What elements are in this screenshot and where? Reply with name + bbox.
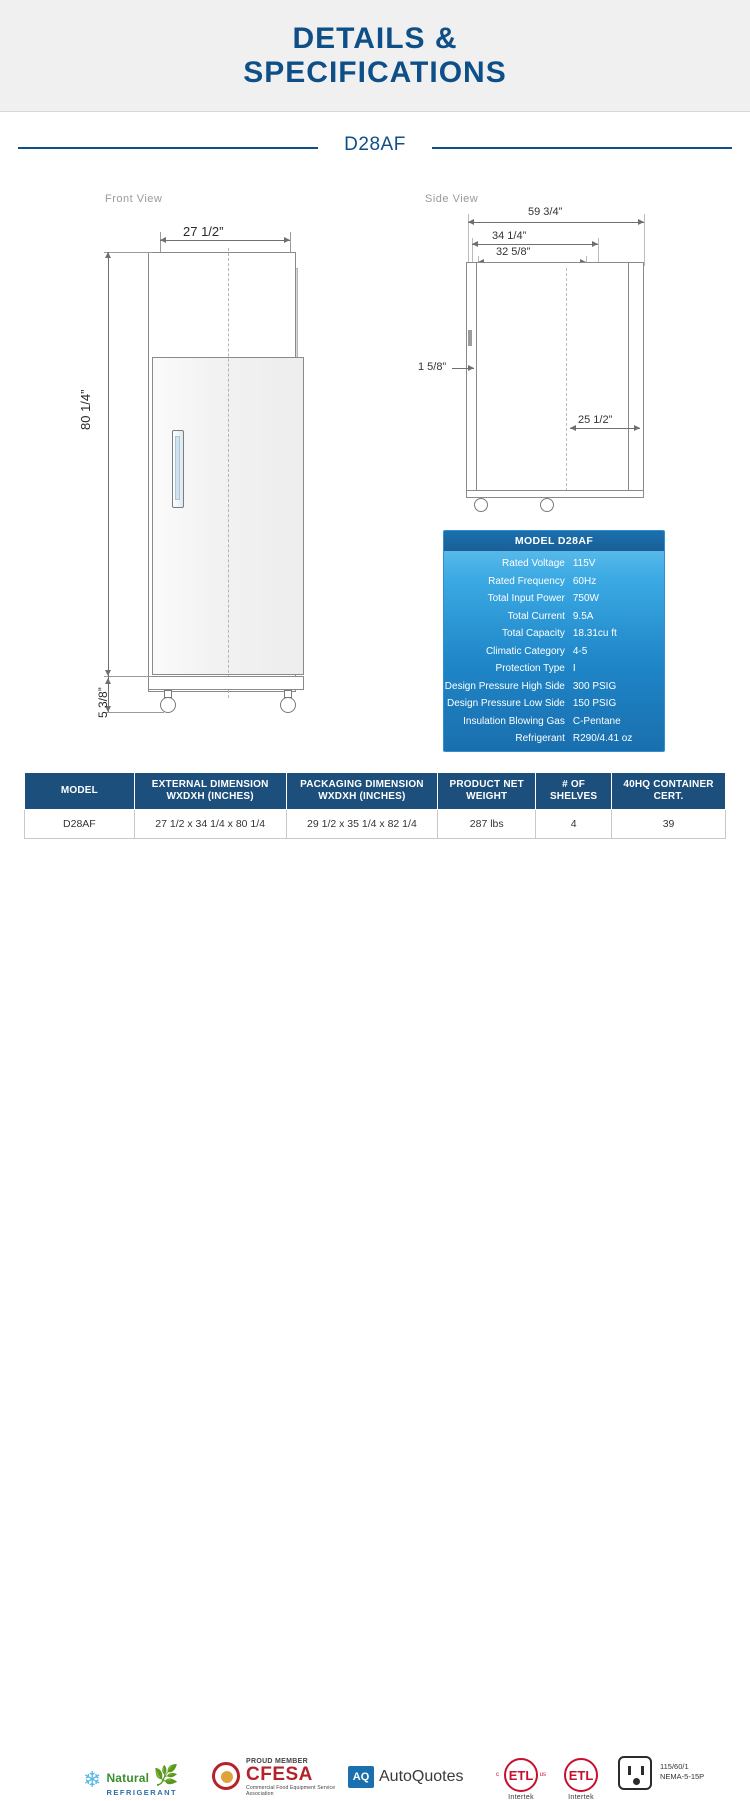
th-container-cert: 40HQ CONTAINER CERT.: [612, 773, 726, 810]
plug-prong-left: [628, 1766, 631, 1775]
side-view-label: Side View: [425, 193, 479, 205]
side-depth-arrow-left: [468, 219, 474, 225]
etl-us-mark: us: [539, 1772, 546, 1778]
cfesa-logo: [212, 1758, 342, 1797]
page-title-line1: DETAILS &: [292, 22, 458, 55]
front-view-drawing: [0, 0, 420, 760]
cabinet-depth-arrow-left: [472, 241, 478, 247]
spec-row: [444, 608, 664, 626]
front-view-label: Front View: [105, 193, 163, 205]
base-height-ext-bottom: [104, 712, 164, 713]
door-gasket: [468, 330, 472, 346]
spec-row: [444, 555, 664, 573]
plug-prong-right: [641, 1766, 644, 1775]
spec-value: 115V: [572, 558, 596, 570]
side-centerline: [566, 268, 567, 496]
dimension-data-table: [24, 772, 726, 839]
plug-rating-line1: 115/60/1: [660, 1762, 689, 1771]
spec-row: [444, 660, 664, 678]
caster-right: [280, 697, 296, 713]
side-back-line: [628, 262, 629, 498]
cell-shelves: 4: [536, 810, 612, 839]
th-net-weight: PRODUCT NET WEIGHT: [438, 773, 536, 810]
spec-row: [444, 625, 664, 643]
front-width-arrow-left: [160, 237, 166, 243]
autoquotes-text: AutoQuotes: [379, 1768, 464, 1785]
spec-table: [443, 530, 665, 752]
front-width-ext-left: [160, 232, 161, 254]
natural-refrigerant-line1: Natural: [106, 1771, 150, 1785]
gasket-offset-arrow: [468, 365, 474, 371]
etl-listed-mark-right: [556, 1758, 606, 1801]
spec-value: C-Pentane: [572, 715, 621, 727]
front-width-arrow-right: [284, 237, 290, 243]
side-cabinet-outline: [466, 262, 644, 498]
leg-depth-arrow-left: [570, 425, 576, 431]
th-packaging-dimension: PACKAGING DIMENSION WXDXH (INCHES): [286, 773, 438, 810]
side-caster-front: [474, 498, 488, 512]
gasket-offset-label: 1 5/8”: [418, 361, 447, 373]
th-external-dimension: EXTERNAL DIMENSION WXDXH (INCHES): [134, 773, 286, 810]
front-width-dim-line: [160, 240, 290, 241]
spec-label: Rated Frequency: [488, 575, 565, 587]
spec-label: Protection Type: [495, 663, 565, 675]
snowflake-icon: ❄: [83, 1766, 102, 1792]
cabinet-depth-dim-line: [472, 244, 598, 245]
natural-refrigerant-logo: [82, 1762, 180, 1798]
etl-circle-left: ETL: [504, 1758, 538, 1792]
spec-label: Insulation Blowing Gas: [463, 715, 565, 727]
spec-label: Climatic Category: [485, 645, 565, 657]
front-width-ext-right: [290, 232, 291, 254]
cfesa-name: CFESA: [246, 1764, 313, 1785]
natural-refrigerant-text: [106, 1763, 178, 1797]
table-header-row: [25, 773, 726, 810]
plug-ground: [633, 1778, 640, 1785]
etl-listed-mark-left: [496, 1758, 546, 1801]
cell-net-weight: 287 lbs: [438, 810, 536, 839]
caster-left: [160, 697, 176, 713]
base-height-label: 5 3/8”: [96, 687, 110, 718]
spec-row: [444, 643, 664, 661]
plug-body: [618, 1756, 652, 1790]
side-depth-dim-line: [468, 222, 644, 223]
nema-plug-icon: [618, 1756, 654, 1792]
th-shelves: # OF SHELVES: [536, 773, 612, 810]
etl-c-mark: c: [496, 1772, 499, 1778]
natural-refrigerant-line2: REFRIGERANT: [106, 1788, 178, 1797]
spec-table-title: MODEL D28AF: [444, 531, 664, 551]
leg-depth-arrow-right: [634, 425, 640, 431]
front-centerline: [228, 248, 229, 698]
cabinet-depth-label: 34 1/4”: [492, 230, 527, 242]
front-height-dim-line: [108, 252, 109, 676]
spec-label: Total Input Power: [487, 593, 565, 605]
front-height-arrow-up: [105, 252, 111, 258]
front-height-label: 80 1/4”: [78, 389, 93, 430]
intertek-label-right: Intertek: [568, 1794, 594, 1801]
side-depth-arrow-right: [638, 219, 644, 225]
model-name: D28AF: [344, 134, 406, 155]
cfesa-subtitle: Commercial Food Equipment Service Association: [246, 1785, 336, 1797]
spec-label: Design Pressure High Side: [444, 680, 565, 692]
front-width-label: 27 1/2”: [183, 224, 224, 239]
plug-rating-line2: NEMA-5-15P: [660, 1772, 705, 1781]
spec-value: 4-5: [572, 645, 588, 657]
spec-value: R290/4.41 oz: [572, 733, 633, 745]
cfesa-ring-icon: [212, 1762, 240, 1790]
side-depth-ext-right: [644, 214, 645, 266]
spec-label: Refrigerant: [515, 733, 565, 745]
side-base: [466, 490, 644, 498]
cell-packaging-dimension: 29 1/2 x 35 1/4 x 82 1/4: [286, 810, 438, 839]
cabinet-depth-arrow-right: [592, 241, 598, 247]
cell-external-dimension: 27 1/2 x 34 1/4 x 80 1/4: [134, 810, 286, 839]
autoquotes-badge: AQ: [348, 1766, 374, 1788]
spec-table-body: [444, 551, 664, 748]
spec-row: [444, 695, 664, 713]
leaf-icon: 🌿: [153, 1765, 179, 1787]
cabinet-base: [148, 676, 304, 690]
spec-value: 300 PSIG: [572, 680, 617, 692]
autoquotes-logo: [348, 1766, 464, 1788]
spec-row: [444, 730, 664, 748]
side-door-line: [476, 262, 477, 498]
cell-model: D28AF: [25, 810, 135, 839]
spec-label: Total Capacity: [502, 628, 565, 640]
spec-label: Rated Voltage: [502, 558, 565, 570]
cell-container-cert: 39: [612, 810, 726, 839]
side-overall-depth-label: 59 3/4”: [528, 206, 563, 218]
etl-circle-right: ETL: [564, 1758, 598, 1792]
body-depth-label: 32 5/8”: [496, 246, 531, 258]
table-row: [25, 810, 726, 839]
spec-value: 9.5A: [572, 610, 594, 622]
intertek-label-left: Intertek: [508, 1794, 534, 1801]
base-height-arrow-up: [105, 678, 111, 684]
front-height-ext-top: [104, 252, 152, 253]
spec-value: 750W: [572, 593, 599, 605]
spec-value: 150 PSIG: [572, 698, 617, 710]
leg-depth-label: 25 1/2”: [578, 414, 613, 426]
leg-depth-dim-line: [570, 428, 640, 429]
spec-value: I: [572, 663, 576, 675]
plug-rating-text: [660, 1762, 704, 1782]
page-title-line2: SPECIFICATIONS: [243, 56, 507, 89]
spec-row: [444, 590, 664, 608]
footer-logos: [0, 874, 750, 1801]
spec-value: 60Hz: [572, 575, 597, 587]
front-height-ext-bottom: [104, 676, 152, 677]
spec-value: 18.31cu ft: [572, 628, 617, 640]
cfesa-top-text: PROUD MEMBER: [246, 1758, 308, 1765]
side-caster-rear: [540, 498, 554, 512]
spec-label: Total Current: [507, 610, 565, 622]
spec-row: [444, 713, 664, 731]
spec-label: Design Pressure Low Side: [447, 698, 565, 710]
spec-row: [444, 573, 664, 591]
spec-row: [444, 678, 664, 696]
th-model: MODEL: [25, 773, 135, 810]
door-handle-inner: [175, 436, 180, 500]
